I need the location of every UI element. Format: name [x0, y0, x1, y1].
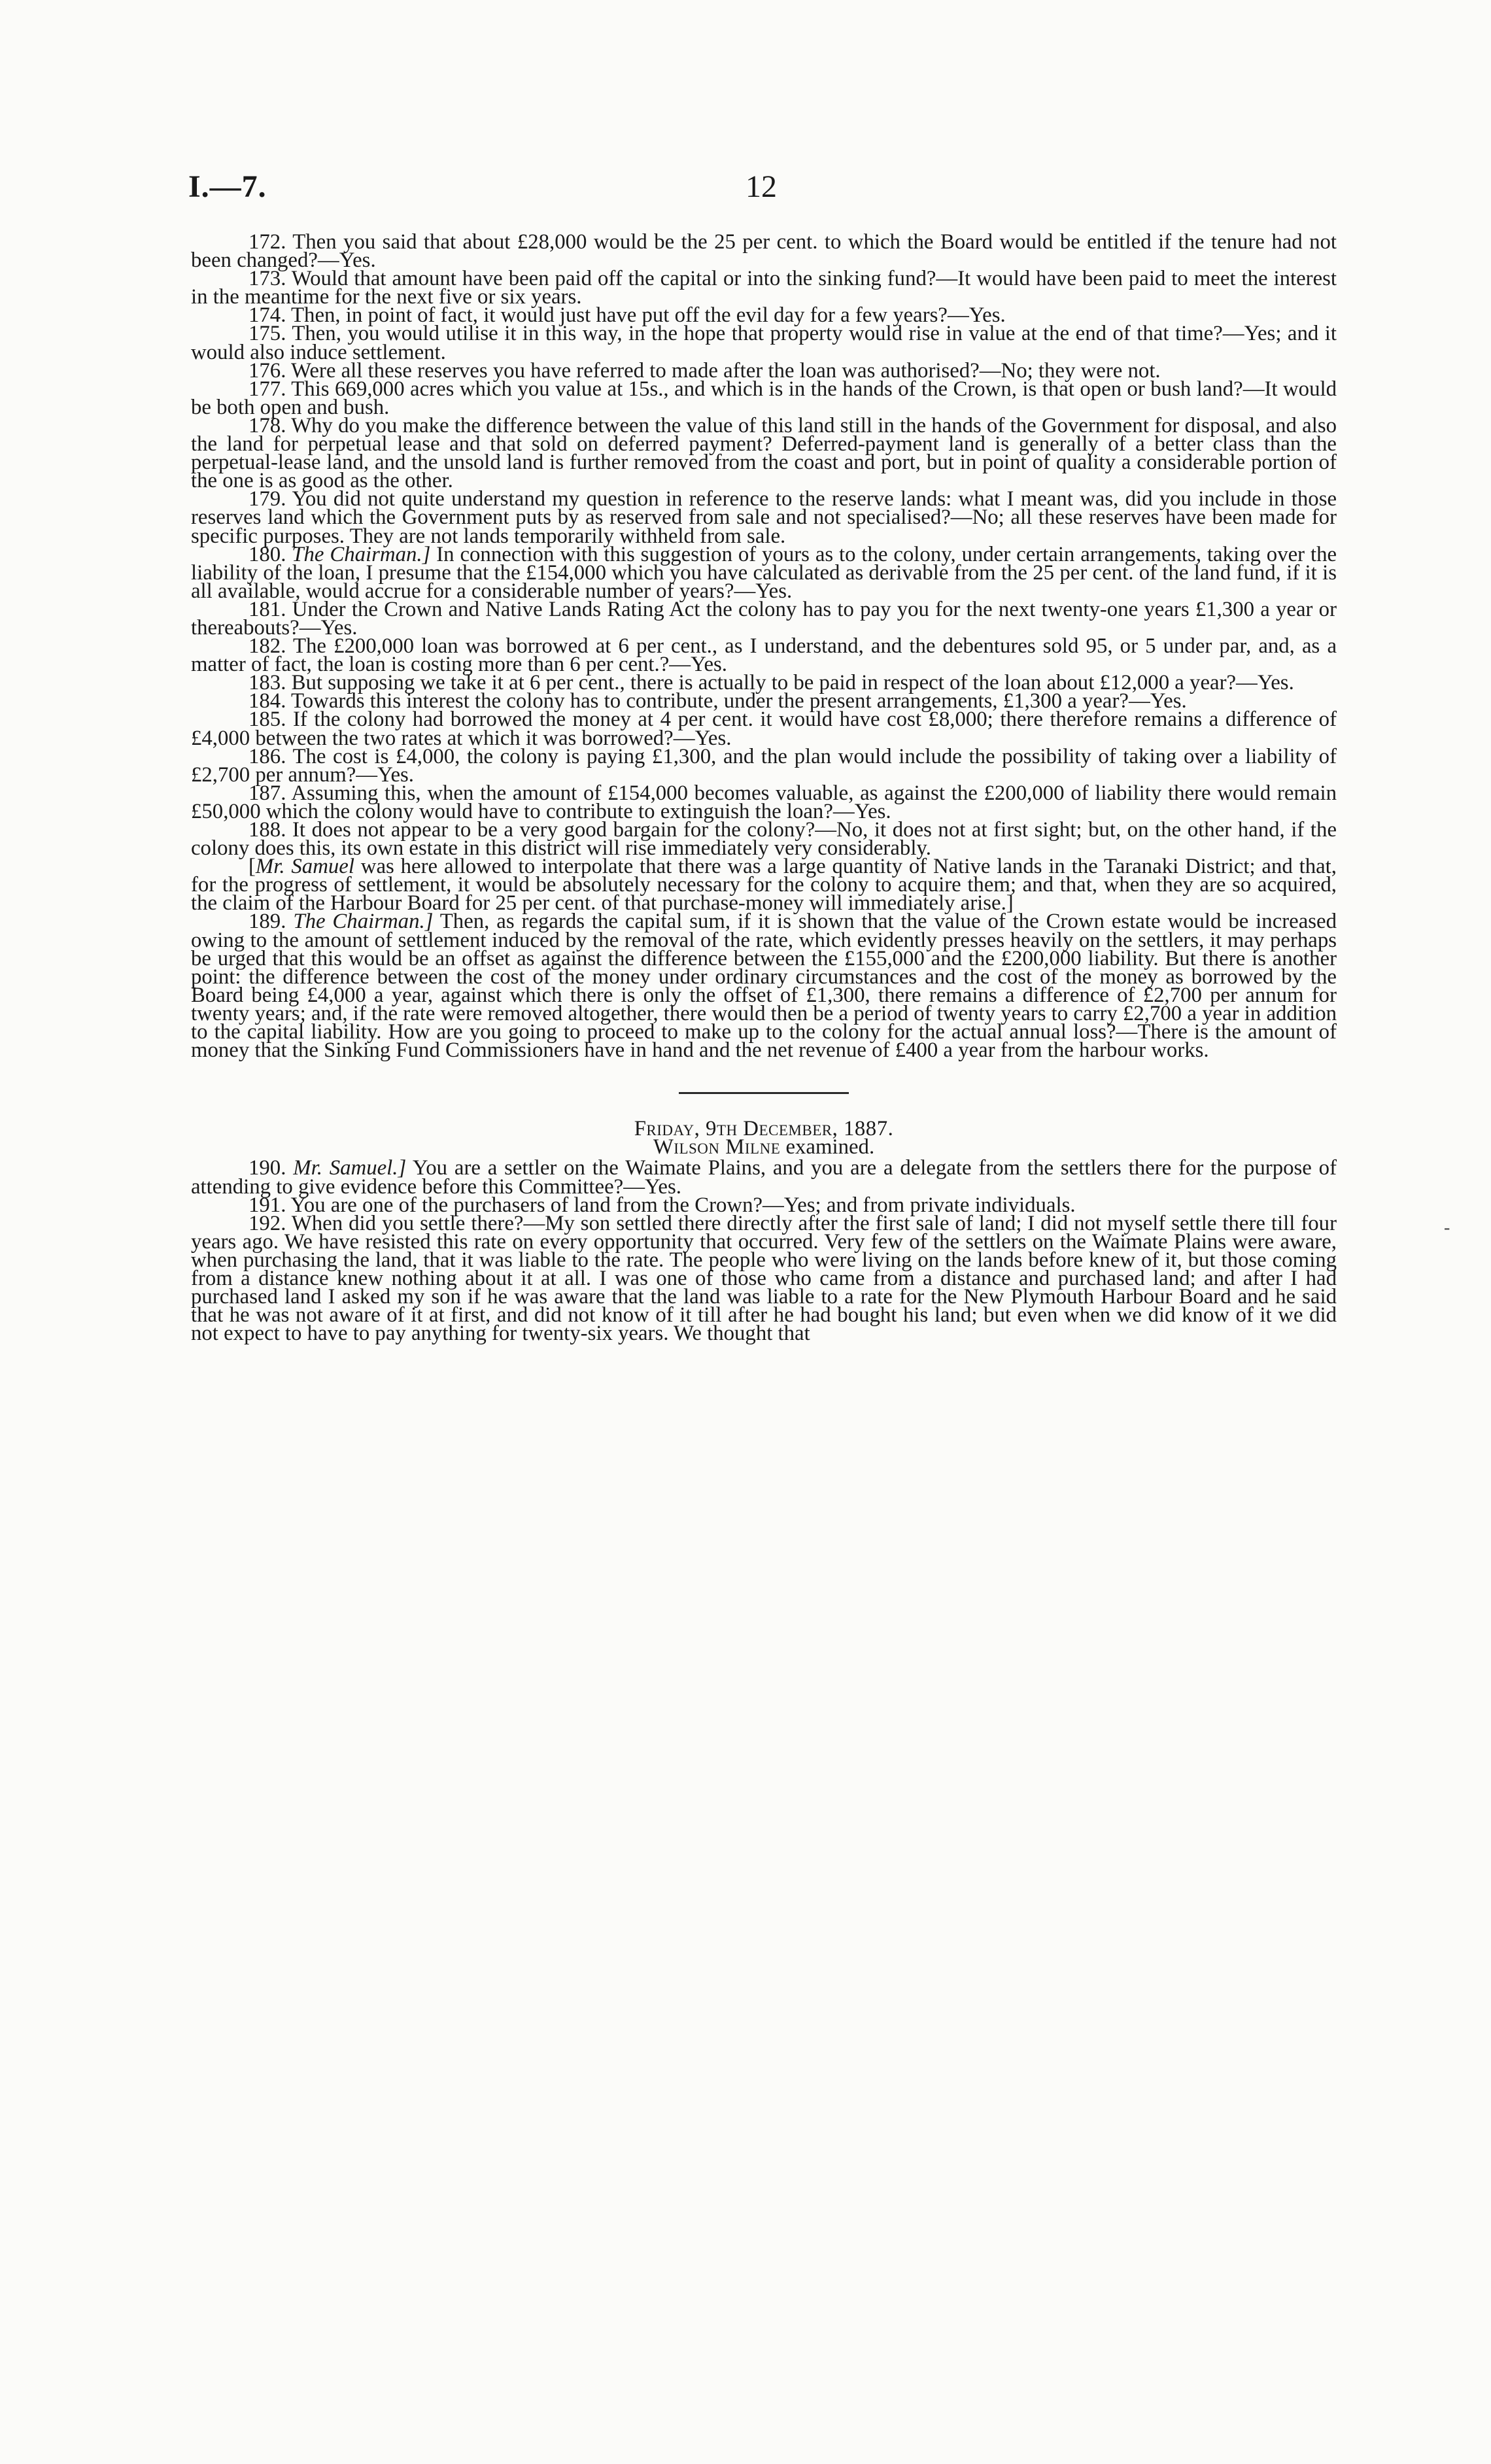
- evidence-paragraph: [191, 487, 1337, 548]
- paragraph-text: But supposing we take it at 6 per cent., there is actually to be paid in respect of the loan about £12,000 a year?—Yes.: [291, 671, 1294, 695]
- paragraph-text: Assuming this, when the amount of £154,000 becomes valuable, as against the £200,000 of liability there would remain £50,000 which the colony would have to contribute to extinguish the loan?—Yes.: [191, 781, 1337, 823]
- question-number: 178.: [248, 413, 286, 437]
- paragraph-text: It does not appear to be a very good bargain for the colony?—No, it does not at first sight; but, on the other hand, if the colony does this, its own estate in this district will rise immediately very considerably.: [191, 818, 1337, 861]
- evidence-paragraph: [191, 781, 1337, 823]
- evidence-paragraph: [191, 634, 1337, 677]
- paragraph-text: Under the Crown and Native Lands Rating Act the colony has to pay you for the next twenty-one years £1,300 a year or thereabouts?—Yes.: [191, 597, 1337, 640]
- document-code: I.—7.: [188, 169, 267, 204]
- paragraph-text: The £200,000 loan was borrowed at 6 per cent., as I understand, and the debentures sold 95, or 5 under par, and, as a matter of fact, the loan is costing more than 6 per cent.?—Yes.: [191, 634, 1337, 677]
- paragraph-text: Then you said that about £28,000 would be the 25 per cent. to which the Board would be entitled if the tenure had not been changed?—Yes.: [191, 230, 1337, 273]
- paragraph-text: You are one of the purchasers of land from the Crown?—Yes; and from private individuals.: [290, 1193, 1076, 1217]
- question-number: 186.: [248, 744, 286, 768]
- paragraph-text: When did you settle there?—My son settled there directly after the first sale of land; I did not myself settle there till four years ago. We have resisted this rate on every opportunity that occurred. Very few of the settlers on the Waimate Plains were aware, when purchasing the land, that it was liable to the rate. The people who were living on the lands before knew of it, but those coming from a distance knew nothing about it at all. I was one of those who came from a distance and purchased land; and after I had purchased land I asked my son if he was aware that the land was liable to a rate for the New Plymouth Harbour Board and he said that he was not aware of it at first, and did not know of it till after he had bought his land; but even when we did know of it we did not expect to have to pay anything for twenty-six years. We thought that: [191, 1211, 1337, 1346]
- speaker-name: The Chairman.]: [293, 910, 434, 934]
- paragraph-text: If the colony had borrowed the money at 4 per cent. it would have cost £8,000; there therefore remains a difference of £4,000 between the two rates at which it was borrowed?—Yes.: [191, 708, 1337, 750]
- question-number: 182.: [248, 634, 286, 659]
- paragraph-text: Were all these reserves you have referred to made after the loan was authorised?—No; they were not.: [291, 358, 1161, 383]
- question-number: 181.: [248, 597, 286, 621]
- page-number: 12: [746, 169, 777, 204]
- evidence-paragraph: [191, 322, 1337, 364]
- question-number: 187.: [248, 781, 286, 805]
- evidence-paragraph: [191, 377, 1337, 419]
- witness-suffix: examined.: [780, 1135, 875, 1159]
- evidence-paragraph: [191, 1211, 1337, 1346]
- evidence-paragraph: [191, 597, 1337, 640]
- paragraph-text: Then, in point of fact, it would just have put off the evil day for a few years?—Yes.: [291, 303, 1006, 328]
- divider-line: [679, 1092, 849, 1094]
- evidence-part-2: [191, 910, 1337, 1063]
- witness-heading: [191, 1135, 1337, 1159]
- interpolation-text: was here allowed to interpolate that there was a large quantity of Native lands in the Taranaki District; and that, for the progress of settlement, it would be absolutely necessary for the colony to acquire them; and that, when they are so acquired, the claim of the Harbour Board for 25 per cent. of that purchase-money will immediately arise.]: [191, 855, 1337, 915]
- evidence-paragraph: [191, 413, 1337, 493]
- page-header: [188, 169, 1334, 221]
- paragraph-text: You are a settler on the Waimate Plains, and you are a delegate from the settlers there for the purpose of attending to give evidence before this Committee?—Yes.: [191, 1156, 1337, 1199]
- question-number: 191.: [248, 1193, 286, 1217]
- question-number: 189.: [248, 910, 286, 934]
- question-number: 190.: [248, 1156, 286, 1180]
- question-number: 184.: [248, 689, 286, 713]
- paragraph-text: Then, you would utilise it in this way, in the hope that property would rise in value at the end of that time?—Yes; and it would also induce settlement.: [191, 322, 1337, 364]
- evidence-paragraph: [191, 1156, 1337, 1199]
- paragraph-text: This 669,000 acres which you value at 15s., and which is in the hands of the Crown, is that open or bush land?—It would be both open and bush.: [191, 377, 1337, 419]
- evidence-paragraph: [191, 744, 1337, 787]
- interpolation-speaker: Mr. Samuel: [255, 855, 354, 879]
- question-number: 173.: [248, 267, 286, 291]
- paragraph-text: You did not quite understand my question in reference to the reserve lands: what I meant was, did you include in those reserves land which the Government puts by as reserved from sale and not specialised?—No; all these reserves have been made for specific purposes. They are not lands temporarily withheld from sale.: [191, 487, 1337, 548]
- question-number: 185.: [248, 708, 286, 732]
- question-number: 177.: [248, 377, 286, 401]
- section-divider: [191, 1059, 1337, 1118]
- question-number: 172.: [248, 230, 286, 254]
- question-number: 188.: [248, 818, 286, 842]
- question-number: 183.: [248, 671, 286, 695]
- session-date: Friday, 9th December, 1887.: [634, 1117, 894, 1141]
- paragraph-text: Why do you make the difference between the value of this land still in the hands of the Government for disposal, and also the land for perpetual lease and that sold on deferred payment? Deferred-payment land is generally of a better class than the perpetual-lease land, and the unsold land is further removed from the coast and port, but in point of quality a considerable portion of the one is as good as the other.: [191, 413, 1337, 493]
- bracket-open: [: [248, 855, 256, 879]
- evidence-paragraph: [191, 708, 1337, 750]
- question-number: 180.: [248, 542, 286, 566]
- margin-mark: ‑: [1444, 1218, 1450, 1238]
- evidence-part-1: [191, 230, 1337, 861]
- speaker-name: The Chairman.]: [292, 542, 431, 566]
- paragraph-text: In connection with this suggestion of yours as to the colony, under certain arrangements, taking over the liability of the loan, I presume that the £154,000 which you have calculated as derivable from the 25 per cent. of the land fund, if it is all available, would accrue for a considerable number of years?—Yes.: [191, 542, 1337, 603]
- paragraph-text: Would that amount have been paid off the capital or into the sinking fund?—It would have been paid to meet the interest in the meantime for the next five or six years.: [191, 267, 1337, 309]
- evidence-paragraph: [191, 542, 1337, 603]
- evidence-part-3: [191, 1156, 1337, 1346]
- paragraph-text: The cost is £4,000, the colony is paying £1,300, and the plan would include the possibility of taking over a liability of £2,700 per annum?—Yes.: [191, 744, 1337, 787]
- evidence-paragraph: [191, 230, 1337, 273]
- question-number: 176.: [248, 358, 286, 383]
- question-number: 179.: [248, 487, 286, 511]
- paragraph-text: Then, as regards the capital sum, if it is shown that the value of the Crown estate would be increased owing to the amount of settlement induced by the removal of the rate, which evidently presses heavily on the settlers, it may perhaps be urged that this would be an offset as against the difference between the £155,000 and the £200,000 liability. But there is another point: the difference between the cost of the money under ordinary circumstances and the cost of the money as borrowed by the Board being £4,000 a year, against which there is only the offset of £1,300, there remains a difference of £2,700 per annum for twenty years; and, if the rate were removed altogether, there would then be a period of twenty years to carry £2,700 a year in addition to the capital liability. How are you going to proceed to make up to the colony for the actual annual loss?—There is the amount of money that the Sinking Fund Commissioners have in hand and the net revenue of £400 a year from the harbour works.: [191, 910, 1337, 1063]
- question-number: 174.: [248, 303, 286, 328]
- question-number: 192.: [248, 1211, 286, 1235]
- evidence-paragraph: [191, 267, 1337, 309]
- question-number: 175.: [248, 322, 286, 346]
- interpolation-note: [191, 855, 1337, 915]
- paragraph-text: Towards this interest the colony has to contribute, under the present arrangements, £1,300 a year?—Yes.: [291, 689, 1187, 713]
- evidence-paragraph: [191, 910, 1337, 1063]
- body-text: [191, 230, 1337, 1346]
- witness-name: Wilson Milne: [653, 1135, 781, 1159]
- speaker-name: Mr. Samuel.]: [293, 1156, 407, 1180]
- evidence-paragraph: [191, 818, 1337, 861]
